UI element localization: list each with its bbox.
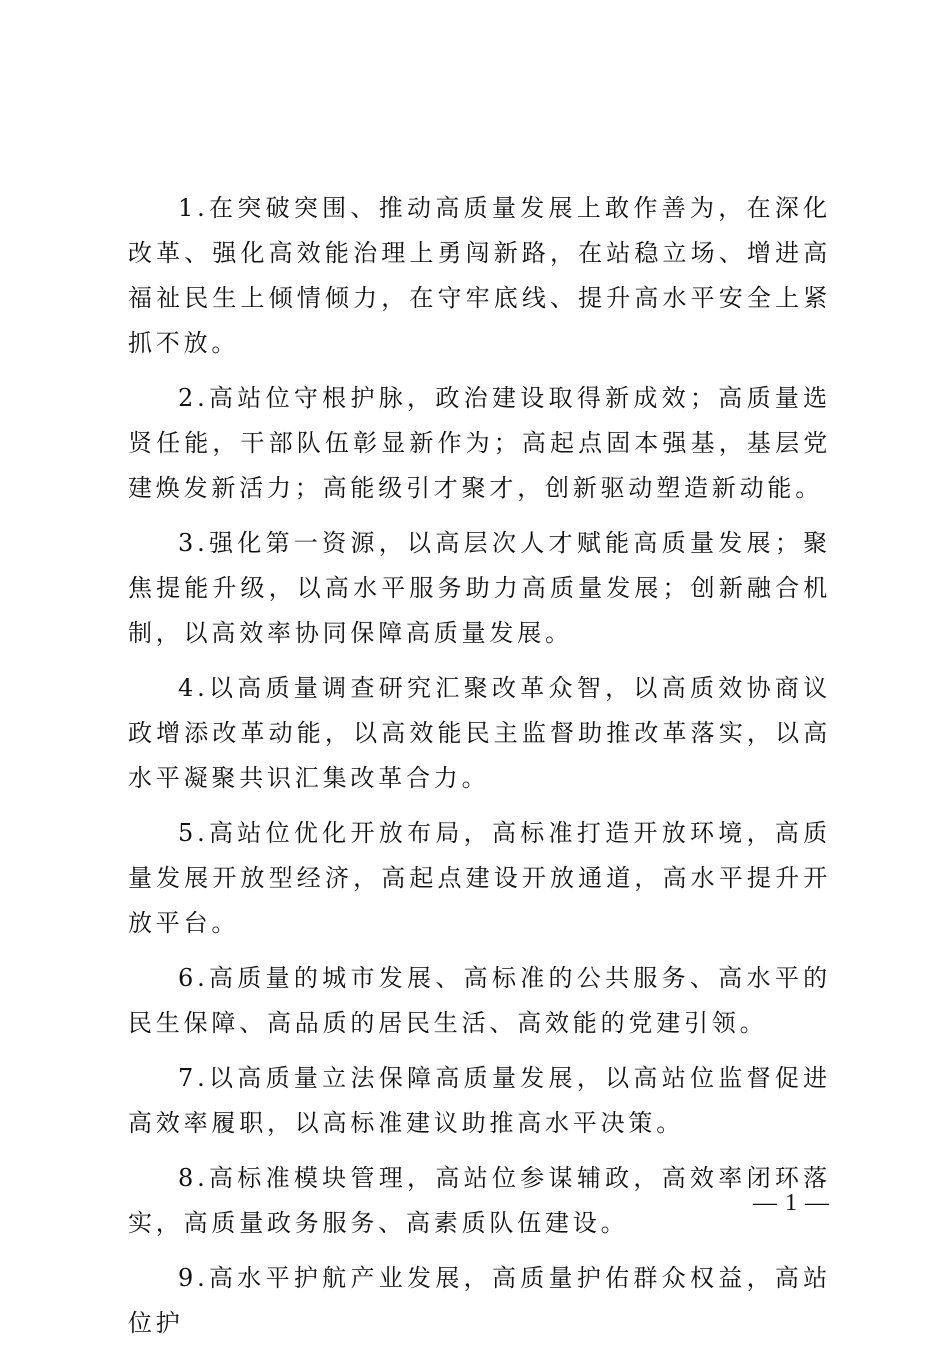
paragraph-8: 8.高标准模块管理，高站位参谋辅政，高效率闭环落实，高质量政务服务、高素质队伍建设。	[128, 1164, 831, 1237]
paragraph-5: 5.高站位优化开放布局，高标准打造开放环境，高质量发展开放型经济，高起点建设开放通道，高水平提升开放平台。	[128, 819, 831, 937]
paragraph-4: 4.以高质量调查研究汇聚改革众智，以高质效协商议政增添改革动能，以高效能民主监督助推改革落实，以高水平凝聚共识汇集改革合力。	[128, 674, 831, 792]
paragraph-1: 1.在突破突围、推动高质量发展上敢作善为，在深化改革、强化高效能治理上勇闯新路，在站稳立场、增进高福祉民生上倾情倾力，在守牢底线、提升高水平安全上紧抓不放。	[128, 194, 831, 357]
paragraph-2: 2.高站位守根护脉，政治建设取得新成效；高质量选贤任能，干部队伍彰显新作为；高起点固本强基，基层党建焕发新活力；高能级引才聚才，创新驱动塑造新动能。	[128, 384, 831, 502]
paragraph-6: 6.高质量的城市发展、高标准的公共服务、高水平的民生保障、高品质的居民生活、高效能的党建引领。	[128, 964, 831, 1037]
paragraph-9: 9.高水平护航产业发展，高质量护佑群众权益，高站位护	[128, 1264, 831, 1337]
paragraph-7: 7.以高质量立法保障高质量发展，以高站位监督促进高效率履职，以高标准建议助推高水平决策。	[128, 1064, 831, 1137]
page-number: — 1 —	[753, 1190, 830, 1216]
paragraph-3: 3.强化第一资源，以高层次人才赋能高质量发展；聚焦提能升级，以高水平服务助力高质量发展；创新融合机制，以高效率协同保障高质量发展。	[128, 529, 831, 647]
document-body	[128, 186, 831, 1356]
